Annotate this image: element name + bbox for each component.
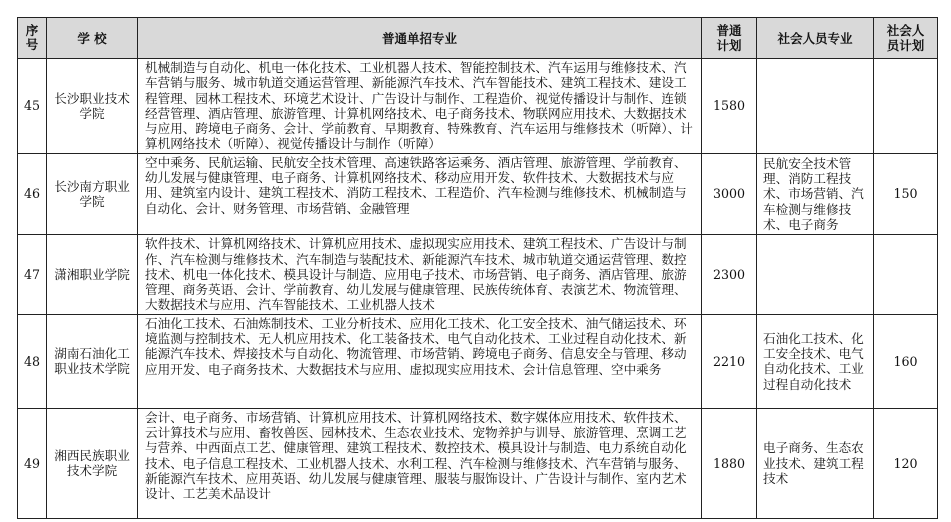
row-seq: 49 <box>18 408 47 518</box>
row-plan: 1580 <box>702 59 757 154</box>
row-majors: 会计、电子商务、市场营销、计算机应用技术、计算机网络技术、数字媒体应用技术、软件技术、云计算技术与应用、畜牧兽医、园林技术、生态农业技术、宠物养护与训导、旅游管理、烹调工艺与营养、中西面点工艺、健康管理、建筑工程技术、数控技术、模具设计与制造、电力系统自动化技术、电子信息工程技术、工业机器人技术、水利工程、汽车检测与维修技术、汽车营销与服务、新能源汽车技术、应用英语、幼儿发展与健康管理、服装与服饰设计、广告设计与制作、室内艺术设计、工艺美术品设计 <box>138 408 702 518</box>
row-majors: 石油化工技术、石油炼制技术、工业分析技术、应用化工技术、化工安全技术、油气储运技术、环境监测与控制技术、无人机应用技术、化工装备技术、电气自动化技术、工业过程自动化技术、新能源汽车技术、焊接技术与自动化、物流管理、市场营销、跨境电子商务、信息安全与管理、移动应用开发、电子商务技术、大数据技术与应用、虚拟现实应用技术、会计信息管理、空中乘务 <box>138 314 702 408</box>
row-school: 长沙南方职业学院 <box>47 153 138 234</box>
row-social-majors: 民航安全技术管理、消防工程技术、市场营销、汽车检测与维修技术、电子商务 <box>757 153 874 234</box>
row-social-plan <box>874 235 938 314</box>
table-row <box>18 153 938 234</box>
header-school: 学 校 <box>47 18 138 59</box>
row-plan: 3000 <box>702 153 757 234</box>
table-row <box>18 235 938 314</box>
row-school: 长沙职业技术学院 <box>47 59 138 154</box>
row-majors: 机械制造与自动化、机电一体化技术、工业机器人技术、智能控制技术、汽车运用与维修技术、汽车营销与服务、城市轨道交通运营管理、新能源汽车技术、汽车智能技术、建筑工程技术、建设工程管理、园林工程技术、环境艺术设计、广告设计与制作、工程造价、视觉传播设计与制作、连锁经营管理、酒店管理、旅游管理、计算机网络技术、电子商务技术、物联网应用技术、大数据技术与应用、跨境电子商务、会计、学前教育、早期教育、特殊教育、汽车运用与维修技术（听障）、计算机网络技术（听障）、视觉传播设计与制作（听障） <box>138 59 702 154</box>
row-social-majors: 电子商务、生态农业技术、建筑工程技术 <box>757 408 874 518</box>
header-majors: 普通单招专业 <box>138 18 702 59</box>
header-social-majors: 社会人员专业 <box>757 18 874 59</box>
row-social-plan: 150 <box>874 153 938 234</box>
row-seq: 45 <box>18 59 47 154</box>
row-majors: 软件技术、计算机网络技术、计算机应用技术、虚拟现实应用技术、建筑工程技术、广告设计与制作、汽车检测与维修技术、汽车制造与装配技术、新能源汽车技术、城市轨道交通运营管理、数控技术、机电一体化技术、模具设计与制造、应用电子技术、市场营销、电子商务、酒店管理、旅游管理、商务英语、会计、学前教育、幼儿发展与健康管理、民族传统体育、表演艺术、物流管理、大数据技术与应用、汽车智能技术、工业机器人技术 <box>138 235 702 314</box>
row-seq: 48 <box>18 314 47 408</box>
row-social-plan: 160 <box>874 314 938 408</box>
row-social-majors <box>757 235 874 314</box>
row-school: 潇湘职业学院 <box>47 235 138 314</box>
header-row <box>18 18 938 59</box>
row-plan: 1880 <box>702 408 757 518</box>
header-social-plan: 社会人员计划 <box>874 18 938 59</box>
row-seq: 46 <box>18 153 47 234</box>
row-seq: 47 <box>18 235 47 314</box>
row-social-majors: 石油化工技术、化工安全技术、电气自动化技术、工业过程自动化技术 <box>757 314 874 408</box>
row-plan: 2300 <box>702 235 757 314</box>
row-social-plan: 120 <box>874 408 938 518</box>
row-school: 湖南石油化工职业技术学院 <box>47 314 138 408</box>
row-majors: 空中乘务、民航运输、民航安全技术管理、高速铁路客运乘务、酒店管理、旅游管理、学前教育、幼儿发展与健康管理、电子商务、计算机网络技术、移动应用开发、软件技术、大数据技术与应用、建筑室内设计、建筑工程技术、消防工程技术、工程造价、汽车检测与维修技术、机械制造与自动化、会计、财务管理、市场营销、金融管理 <box>138 153 702 234</box>
row-plan: 2210 <box>702 314 757 408</box>
table-row <box>18 59 938 154</box>
row-school: 湘西民族职业技术学院 <box>47 408 138 518</box>
table-row <box>18 408 938 518</box>
row-social-plan <box>874 59 938 154</box>
header-plan: 普通计划 <box>702 18 757 59</box>
header-seq: 序号 <box>18 18 47 59</box>
table-row <box>18 314 938 408</box>
admissions-table <box>17 17 938 519</box>
row-social-majors <box>757 59 874 154</box>
